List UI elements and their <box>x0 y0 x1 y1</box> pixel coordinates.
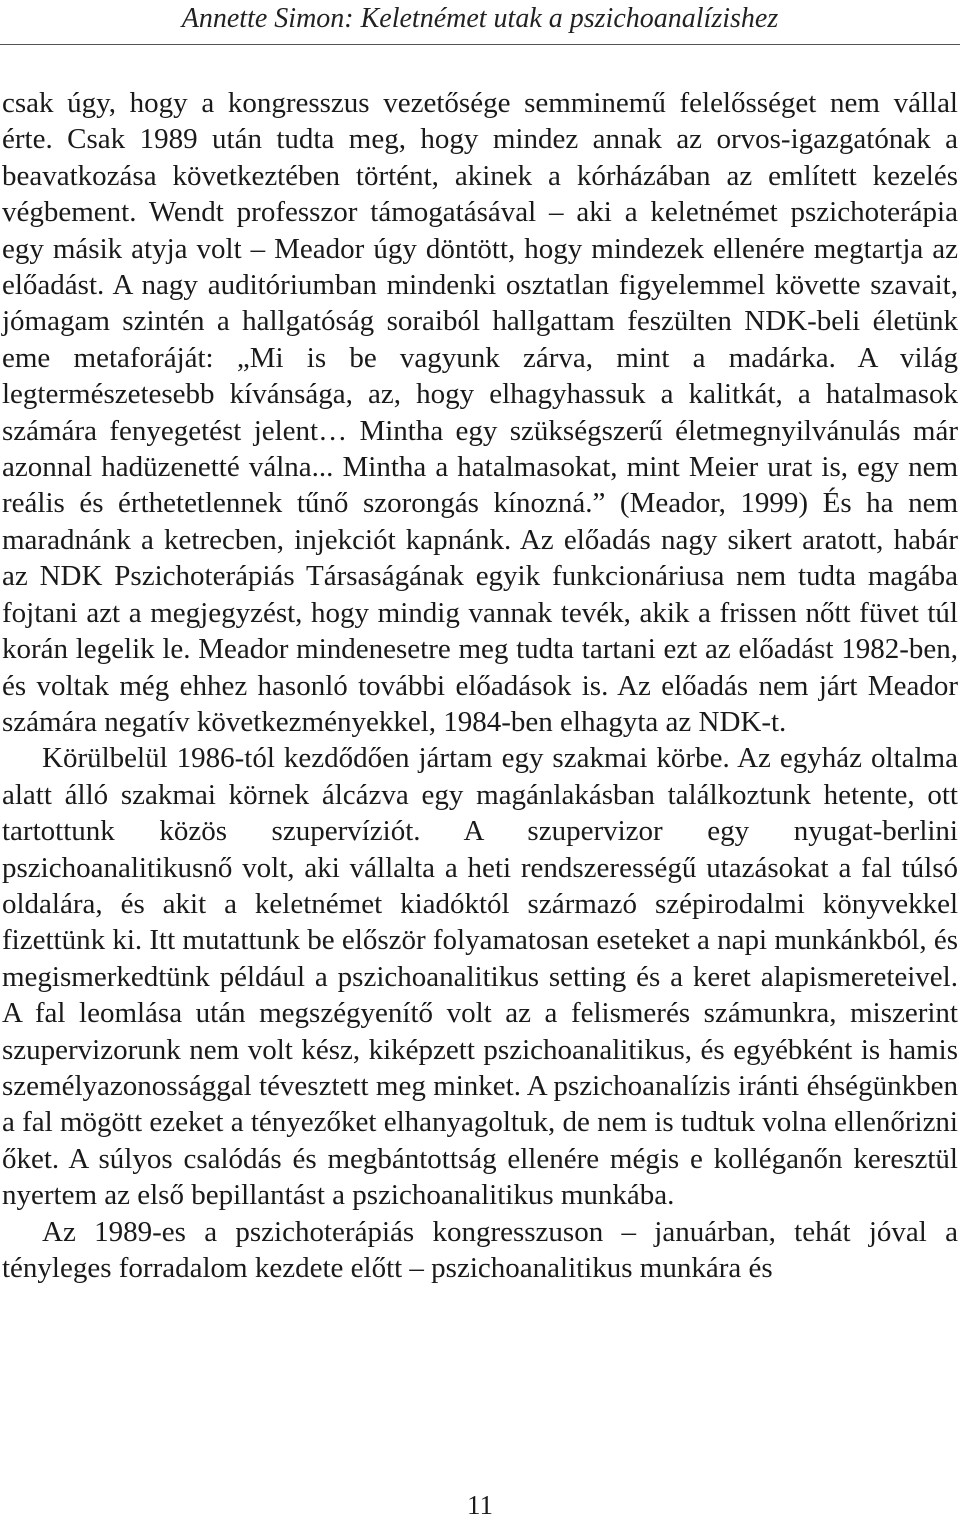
paragraph-2: Körülbelül 1986-tól kezdődően jártam egy szakmai körbe. Az egyház oltalma alatt álló szakmai körnek álcázva egy magánlakásban találkoztunk hetente, ott tartottunk közös szupervíziót. A szupervizor egy nyugat-berlini pszichoanalitikusnő volt, aki vállalta a heti rendszerességű utazásokat a fal túlsó oldalára, és akit a keletnémet kiadóktól származó szépirodalmi könyvekkel fizettünk ki. Itt mutattunk be először folyamatosan eseteket a napi munkánkból, és megismerkedtünk például a pszichoanalitikus setting és a keret alapismereteivel. A fal leomlása után megszégyenítő volt az a felismerés számunkra, miszerint szupervizorunk nem volt kész, kiképzett pszichoanalitikus, és egyébként is hamis személyazonossággal tévesztett meg minket. A pszichoanalízis iránti éhségünkben a fal mögött ezeket a tényezőket elhanyagoltuk, de nem is tudtuk volna ellenőrizni őket. A súlyos csalódás és megbántottság ellenére mégis e kolléganőn keresztül nyertem az első bepillantást a pszichoanalitikus munkába. <box>2 742 958 1212</box>
page-number: 11 <box>467 1490 493 1520</box>
paragraph-3: Az 1989-es a pszichoterápiás kongresszuson – januárban, tehát jóval a tényleges forradalom kezdete előtt – pszichoanalitikus munkára és <box>2 1215 958 1284</box>
body-text <box>2 85 958 1286</box>
header-divider <box>0 44 960 45</box>
running-header: Annette Simon: Keletnémet utak a pszichoanalízishez <box>181 3 779 34</box>
paragraph-1: csak úgy, hogy a kongresszus vezetősége semminemű felelősséget nem vállal érte. Csak 1989 után tudta meg, hogy mindez annak az orvos-igazgatónak a beavatkozása következtében történt, akinek a kórházában az említett kezelés végbement. Wendt professzor támogatásával – aki a keletnémet pszichoterápia egy másik atyja volt – Meador úgy döntött, hogy mindezek ellenére megtartja az előadást. A nagy auditóriumban mindenki osztatlan figyelemmel követte szavait, jómagam szintén a hallgatóság soraiból hallgattam feszülten NDK-beli életünk eme metaforáját: „Mi is be vagyunk zárva, mint a madárka. A világ legtermészetesebb kívánsága, az, hogy elhagyhassuk a kalitkát, a hatalmasok számára fenyegetést jelent… Mintha egy szükségszerű életmegnyilvánulás már azonnal hadüzenetté válna... Mintha a hatalmasokat, mint Meier urat is, egy nem reális és érthetetlennek tűnő szorongás kínozná.” (Meador, 1999) És ha nem maradnánk a ketrecben, injekciót kapnánk. Az előadás nagy sikert aratott, habár az NDK Pszichoterápiás Társaságának egyik funkcionáriusa nem tudta magába fojtani azt a megjegyzést, hogy mindig vannak tevék, akik a frissen nőtt füvet túl korán legelik le. Meador mindenesetre meg tudta tartani ezt az előadást 1982-ben, és voltak még ehhez hasonló további előadások is. Az előadás nem járt Meador számára negatív következményekkel, 1984-ben elhagyta az NDK-t. <box>2 87 958 738</box>
